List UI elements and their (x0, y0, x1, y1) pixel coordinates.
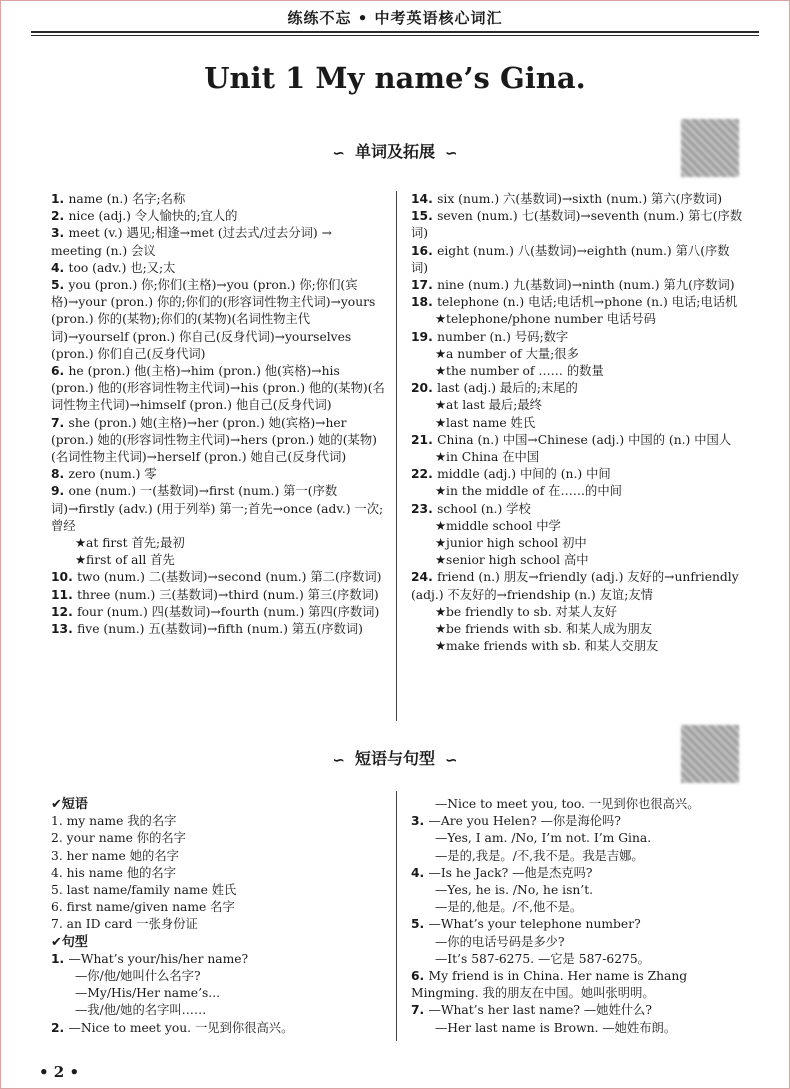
column-divider (396, 791, 397, 1041)
item-text: he (pron.) 他(主格)→him (pron.) 他(宾格)→his (pron.) 他的(形容词性物主代词)→his (pron.) 他的(某物)(名词性物主代词)→himself (pron.) 他自己(反身代词) (51, 364, 385, 413)
sub-item: —Yes, I am. /No, I’m not. I’m Gina. (435, 831, 652, 846)
phrase-item: 6. first name/given name 名字 (51, 900, 235, 915)
list-item (411, 968, 745, 1002)
item-number: 9. (51, 484, 69, 499)
list-item (411, 432, 745, 449)
sub-item: ★in China 在中国 (435, 450, 540, 465)
qr-code-icon (681, 119, 739, 177)
sub-item: ★be friendly to sb. 对某人友好 (435, 604, 618, 619)
item-text: too (adv.) 也;又;太 (68, 260, 176, 275)
item-number: 2. (51, 1020, 69, 1035)
list-item (51, 225, 385, 259)
unit-title: Unit 1 My name’s Gina. (204, 61, 586, 95)
check-icon: ✔ (51, 934, 62, 950)
list-item (51, 587, 385, 604)
item-number: 15. (411, 209, 438, 224)
item-number: 3. (51, 226, 69, 241)
item-number: 5. (51, 278, 69, 293)
sentence-list-left (51, 951, 385, 1037)
list-item (51, 415, 385, 467)
item-number: 6. (51, 364, 69, 379)
list-item (411, 813, 745, 830)
swirl-right-icon: ∽ (445, 143, 458, 162)
item-text: eight (num.) 八(基数词)→eighth (num.) 第八(序数词) (411, 243, 730, 275)
swirl-left-icon: ∽ (332, 750, 345, 769)
item-text: friend (n.) 朋友→friendly (adj.) 友好的→unfriendly (adj.) 不友好的→friendship (n.) 友谊;友情 (411, 570, 739, 602)
item-number: 13. (51, 622, 78, 637)
list-item (411, 294, 745, 311)
item-number: 21. (411, 432, 438, 447)
phrase-list (51, 813, 385, 933)
section-title: 短语与句型 (354, 749, 435, 768)
sub-item: —你/他/她叫什么名字? (75, 969, 201, 984)
item-text: you (pron.) 你;你们(主格)→you (pron.) 你;你们(宾格)→your (pron.) 你的;你们的(形容词性物主代词)→yours (pron.) 你的(某物);你们的(某物)(名词性物主代词)→yourself (pron.) 你自己(反身代词)→yourselves (pron.) 你们自己(反身代词) (51, 278, 376, 361)
item-number: 16. (411, 243, 438, 258)
item-number: 4. (411, 865, 429, 880)
sub-item: ★at last 最后;最终 (435, 398, 542, 413)
item-number: 20. (411, 381, 438, 396)
item-text: —Nice to meet you. 一见到你很高兴。 (68, 1020, 294, 1035)
item-number: 18. (411, 295, 438, 310)
item-text: nice (adj.) 令人愉快的;宜人的 (68, 209, 238, 224)
list-item (411, 243, 745, 277)
section-title: 单词及拓展 (354, 142, 435, 161)
sub-item: ★make friends with sb. 和某人交朋友 (435, 639, 659, 654)
phrase-item: 1. my name 我的名字 (51, 814, 177, 829)
phrases-column (51, 796, 385, 1037)
item-text: —What’s your telephone number? (428, 917, 641, 932)
sentence-list-right (411, 796, 745, 1037)
item-number: 7. (51, 415, 69, 430)
list-item (51, 1020, 385, 1037)
item-text: My friend is in China. Her name is Zhang Mingming. 我的朋友在中国。她叫张明明。 (411, 969, 688, 1001)
item-text: middle (adj.) 中间的 (n.) 中间 (437, 467, 611, 482)
sub-item: —是的,我是。/不,我不是。我是吉娜。 (435, 848, 644, 863)
item-number: 3. (411, 814, 429, 829)
item-number: 8. (51, 467, 69, 482)
item-text: meet (v.) 遇见;相逢→met (过去式/过去分词) → meeting (n.) 会议 (51, 226, 332, 258)
list-item (51, 569, 385, 586)
column-divider (396, 191, 397, 721)
sub-item: ★telephone/phone number 电话号码 (435, 312, 656, 327)
item-number: 19. (411, 329, 438, 344)
phrase-item: 7. an ID card 一张身份证 (51, 917, 198, 932)
item-text: three (num.) 三(基数词)→third (num.) 第三(序数词) (77, 587, 379, 602)
swirl-left-icon: ∽ (332, 143, 345, 162)
phrase-item: 2. your name 你的名字 (51, 831, 186, 846)
item-text: zero (num.) 零 (68, 467, 157, 482)
item-text: school (n.) 学校 (437, 501, 531, 516)
item-text: China (n.) 中国→Chinese (adj.) 中国的 (n.) 中国人 (437, 432, 732, 447)
sub-item: ★the number of …… 的数量 (435, 364, 604, 379)
list-item (411, 1002, 745, 1019)
running-header (1, 1, 789, 35)
item-text: last (adj.) 最后的;末尾的 (437, 381, 578, 396)
item-text: number (n.) 号码;数字 (437, 329, 569, 344)
list-item (411, 916, 745, 933)
item-number: 4. (51, 260, 69, 275)
item-number: 17. (411, 278, 438, 293)
item-number: 22. (411, 467, 438, 482)
header-rule-thin (31, 35, 759, 36)
swirl-right-icon: ∽ (445, 750, 458, 769)
section-heading-vocab (1, 139, 789, 162)
section-heading-phrases (1, 746, 789, 769)
item-text: seven (num.) 七(基数词)→seventh (num.) 第七(序数词) (411, 209, 743, 241)
item-text: —What’s your/his/her name? (68, 951, 249, 966)
item-number: 14. (411, 192, 438, 206)
list-item (411, 277, 745, 294)
list-item (51, 208, 385, 225)
item-text: two (num.) 二(基数词)→second (num.) 第二(序数词) (77, 570, 382, 585)
vocab-left-column (51, 191, 385, 638)
header-rule (31, 31, 759, 33)
item-text: nine (num.) 九(基数词)→ninth (num.) 第九(序数词) (437, 278, 735, 293)
item-number: 7. (411, 1003, 429, 1018)
header-title: 练练不忘 • 中考英语核心词汇 (287, 9, 503, 27)
sub-item: —It’s 587-6275. —它是 587-6275。 (435, 951, 650, 966)
list-item (411, 569, 745, 603)
sub-item: ★at first 首先;最初 (75, 536, 185, 551)
phrase-item: 3. her name 她的名字 (51, 848, 179, 863)
item-number: 11. (51, 587, 78, 602)
list-item (411, 329, 745, 346)
item-number: 2. (51, 209, 69, 224)
list-item (411, 865, 745, 882)
phrases-heading: ✔短语 (51, 797, 88, 812)
list-item (411, 501, 745, 518)
item-text: four (num.) 四(基数词)→fourth (num.) 第四(序数词) (77, 604, 380, 619)
sub-item: ★a number of 大量;很多 (435, 346, 579, 361)
item-text: telephone (n.) 电话;电话机→phone (n.) 电话;电话机 (437, 295, 738, 310)
sub-item: —Yes, he is. /No, he isn’t. (435, 883, 594, 898)
page-number: • 2 • (39, 1063, 80, 1081)
qr-code-icon (681, 725, 739, 783)
phrase-item: 5. last name/family name 姓氏 (51, 883, 237, 898)
list-item (51, 604, 385, 621)
sub-item: ★in the middle of 在……的中间 (435, 484, 622, 499)
list-item (51, 621, 385, 638)
item-number: 23. (411, 501, 438, 516)
sub-item: ★last name 姓氏 (435, 415, 536, 430)
sub-item: —Her last name is Brown. —她姓布朗。 (435, 1020, 677, 1035)
item-text: she (pron.) 她(主格)→her (pron.) 她(宾格)→her (pron.) 她的(形容词性物主代词)→hers (pron.) 她的(某物)(名词性物主代词)→herself (pron.) 她自己(反身代词) (51, 415, 377, 465)
phrase-item: 4. his name 他的名字 (51, 865, 176, 880)
item-number: 1. (51, 192, 69, 206)
check-icon: ✔ (51, 797, 62, 812)
list-item (411, 380, 745, 397)
list-item (51, 260, 385, 277)
list-item (51, 363, 385, 415)
item-number: 10. (51, 570, 78, 585)
list-item (411, 208, 745, 242)
list-item (51, 466, 385, 483)
item-text: —What’s her last name? —她姓什么? (428, 1003, 652, 1018)
list-item (51, 191, 385, 208)
sub-item: —你的电话号码是多少? (435, 934, 565, 949)
item-text: six (num.) 六(基数词)→sixth (num.) 第六(序数词) (437, 192, 723, 206)
item-number: 24. (411, 570, 438, 585)
vocab-right-column (411, 191, 745, 655)
sentences-heading: ✔句型 (51, 934, 88, 950)
list-item (51, 483, 385, 535)
sub-item: —我/他/她的名字叫…… (75, 1003, 207, 1018)
list-item (51, 951, 385, 968)
item-text: one (num.) 一(基数词)→first (num.) 第一(序数词)→firstly (adv.) (用于列举) 第一;首先→once (adv.) 一次;曾经 (51, 484, 384, 533)
item-text: five (num.) 五(基数词)→fifth (num.) 第五(序数词) (77, 622, 363, 637)
item-number: 5. (411, 917, 429, 932)
item-number: 6. (411, 969, 429, 984)
sub-item: ★junior high school 初中 (435, 536, 587, 551)
sub-item: —Nice to meet you, too. 一见到你也很高兴。 (435, 797, 700, 811)
item-number: 1. (51, 951, 69, 966)
list-item (411, 191, 745, 208)
sub-item: —My/His/Her name’s... (75, 986, 221, 1001)
sub-item: ★senior high school 高中 (435, 553, 589, 568)
item-number: 12. (51, 604, 78, 619)
sub-item: ★middle school 中学 (435, 518, 561, 533)
list-item (411, 466, 745, 483)
item-text: —Is he Jack? —他是杰克吗? (428, 865, 593, 880)
item-text: name (n.) 名字;名称 (68, 192, 186, 206)
item-text: —Are you Helen? —你是海伦吗? (428, 814, 621, 829)
sub-item: ★first of all 首先 (75, 553, 175, 568)
list-item (51, 277, 385, 363)
sub-item: —是的,他是。/不,他不是。 (435, 900, 583, 915)
sub-item: ★be friends with sb. 和某人成为朋友 (435, 622, 653, 637)
